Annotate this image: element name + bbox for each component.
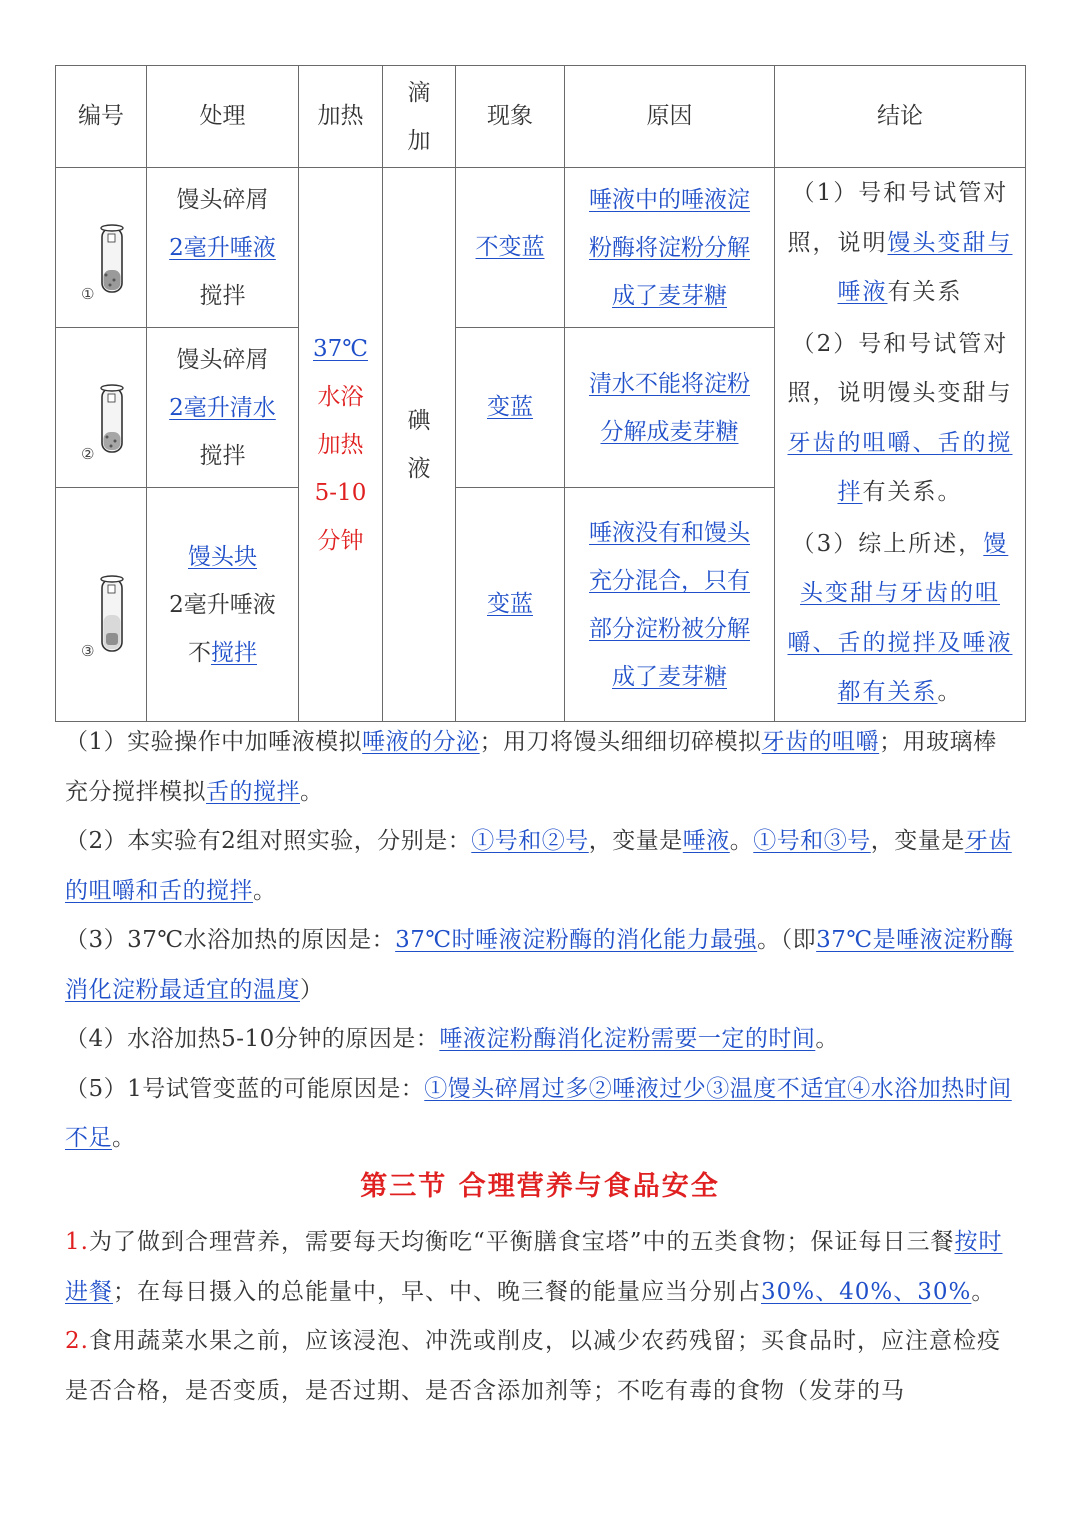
treatment-line: 馒头碎屑 (176, 346, 269, 373)
treatment-line: 搅拌 (199, 282, 246, 309)
note-highlight: ①号和③号 (753, 828, 871, 854)
note-text: （3）37℃水浴加热的原因是： (65, 927, 396, 953)
note-text: ） (300, 976, 324, 1003)
treatment-cell-3 (147, 488, 299, 722)
conclusion-text: （3）综上所述， (791, 530, 984, 557)
heating-line: 水浴 (317, 383, 364, 410)
test-tube-icon (62, 348, 152, 468)
point-text: 食用蔬菜水果之前，应该浸泡、冲洗或削皮，以减少农药残留；买食品时，应注意检疫是否合格，是否变质，是否过期、是否含添加剂等；不吃有毒的食物（发芽的马 (65, 1328, 1001, 1404)
reason-line: 部分淀粉被分解 (589, 615, 750, 642)
note-4 (65, 1015, 1015, 1065)
note-1 (65, 718, 1015, 817)
conclusion-text: （2）号和号试管对照，说明馒头变甜与 (787, 330, 1013, 407)
point-text: 。 (971, 1278, 996, 1305)
phenomenon-text: 不变蓝 (475, 234, 545, 260)
reason-cell-1 (565, 168, 775, 328)
note-text: 。 (729, 828, 754, 854)
note-text: （1）实验操作中加唾液模拟 (65, 729, 363, 755)
note-highlight: 牙齿的咀嚼 (761, 729, 880, 755)
header-conclusion: 结论 (775, 66, 1026, 168)
table-row (56, 168, 1026, 328)
conclusion-text: 有关系 (887, 279, 963, 306)
conclusion-3 (781, 520, 1019, 718)
header-drop-1: 滴 (407, 79, 431, 106)
note-highlight: 37℃是唾液淀粉酶消化淀粉最适宜的温度 (65, 927, 1014, 1003)
header-drop-2: 加 (407, 127, 431, 154)
phenomenon-cell-3 (456, 488, 565, 722)
header-treatment: 处理 (147, 66, 299, 168)
phenomenon-text: 变蓝 (487, 591, 533, 617)
note-text: （2）本实验有2组对照实验，分别是： (65, 828, 472, 854)
test-tube-1 (62, 188, 152, 308)
conclusion-text: 有关系。 (862, 479, 963, 506)
header-id: 编号 (56, 66, 147, 168)
note-highlight: 37℃时唾液淀粉酶的消化能力最强 (395, 927, 758, 953)
conclusion-text: （1）号和号试管对照，说明 (787, 180, 1009, 256)
note-text: （5）1号试管变蓝的可能原因是： (65, 1075, 425, 1102)
test-tube-icon (62, 188, 152, 308)
header-drop (383, 66, 456, 168)
tube-cell-3 (56, 488, 147, 722)
conclusion-1 (781, 169, 1019, 318)
treatment-cell-2 (147, 328, 299, 488)
phenomenon-text: 变蓝 (487, 394, 533, 420)
point-text: ；在每日摄入的总能量中，早、中、晚三餐的能量应当分别占 (113, 1278, 761, 1305)
note-highlight: 唾液的分泌 (362, 729, 480, 755)
section-title: 第三节 合理营养与食品安全 (360, 1171, 720, 1202)
note-5 (65, 1065, 1015, 1164)
point-number: 2. (65, 1328, 89, 1354)
table-header-row (56, 66, 1026, 168)
note-text: 。 (253, 877, 277, 904)
note-text: 。 (112, 1125, 136, 1151)
reason-line: 唾液中的唾液淀 (589, 186, 750, 213)
note-2 (65, 817, 1015, 916)
note-highlight: ①馒头碎屑过多②唾液过少③温度不适宜④水浴加热时间不足 (65, 1075, 1012, 1151)
reason-line: 成了麦芽糖 (612, 663, 727, 690)
experiment-table (55, 65, 1026, 722)
phenomenon-cell-2 (456, 328, 565, 488)
reason-line: 清水不能将淀粉 (589, 370, 750, 397)
test-tube-3 (62, 545, 152, 665)
heating-line: 加热 (317, 431, 364, 458)
phenomenon-cell-1 (456, 168, 565, 328)
tube-cell-1 (56, 168, 147, 328)
treatment-highlight: 搅拌 (211, 639, 257, 666)
treatment-line: 2毫升清水 (169, 394, 276, 421)
point-text: 为了做到合理营养，需要每天均衡吃“平衡膳食宝塔”中的五类食物；保证每日三餐 (88, 1229, 955, 1255)
note-text: ，变量是 (588, 828, 683, 854)
note-text: 。 (815, 1026, 839, 1052)
note-highlight: 唾液淀粉酶消化淀粉需要一定的时间 (439, 1026, 816, 1052)
treatment-line: 2毫升唾液 (169, 234, 276, 261)
knowledge-2 (65, 1317, 1015, 1416)
note-highlight: 唾液 (682, 828, 730, 854)
conclusion-highlight: 牙齿的咀嚼、舌的搅拌 (787, 429, 1013, 506)
tube-cell-2 (56, 328, 147, 488)
note-text: ，变量是 (870, 828, 965, 854)
tube-label: ① (81, 284, 95, 303)
conclusion-cell (775, 168, 1026, 722)
reagent-line: 碘 (407, 407, 431, 434)
reason-line: 唾液没有和馒头 (589, 519, 750, 546)
heating-line: 分钟 (317, 527, 364, 554)
header-reason: 原因 (565, 66, 775, 168)
test-tube-icon (62, 545, 152, 665)
treatment-line: 馒头块 (188, 543, 257, 570)
header-phenomenon: 现象 (456, 66, 565, 168)
knowledge-points (65, 1218, 1015, 1416)
treatment-line: 搅拌 (199, 442, 246, 469)
treatment-line: 馒头碎屑 (176, 186, 269, 213)
knowledge-1 (65, 1218, 1015, 1317)
reason-line: 分解成麦芽糖 (600, 418, 739, 445)
point-number: 1. (65, 1229, 89, 1255)
treatment-line: 2毫升唾液 (169, 591, 276, 618)
note-text: ；用刀将馒头细细切碎模拟 (479, 729, 762, 755)
point-highlight: 按时进餐 (65, 1229, 1003, 1305)
conclusion-highlight: 馒头变甜与唾液 (837, 229, 1013, 306)
heating-cell (299, 168, 383, 722)
note-highlight: ①号和②号 (471, 828, 589, 854)
note-text: ；用玻璃棒充分搅拌模拟 (65, 729, 997, 805)
conclusion-text: 。 (937, 679, 963, 706)
reason-cell-3 (565, 488, 775, 722)
reagent-line: 液 (407, 455, 431, 482)
reason-line: 成了麦芽糖 (612, 282, 727, 309)
conclusion-2 (781, 320, 1019, 518)
heating-line: 37℃ (313, 335, 368, 362)
tube-label: ③ (81, 641, 95, 660)
header-heating: 加热 (299, 66, 383, 168)
note-text: 。（即 (757, 927, 817, 953)
note-3 (65, 916, 1015, 1015)
test-tube-2 (62, 348, 152, 468)
heating-line: 5-10 (314, 479, 367, 506)
note-text: （4）水浴加热5-10分钟的原因是： (65, 1026, 440, 1052)
conclusion-highlight: 馒头变甜与牙齿的咀嚼、舌的搅拌及唾液都有关系 (787, 530, 1013, 706)
reason-cell-2 (565, 328, 775, 488)
point-highlight: 30%、40%、30% (761, 1278, 972, 1305)
reason-line: 粉酶将淀粉分解 (589, 234, 750, 261)
tube-label: ② (81, 444, 95, 463)
note-text: 。 (300, 778, 324, 805)
reason-line: 充分混合，只有 (589, 567, 750, 594)
treatment-prefix: 不 (188, 639, 211, 666)
note-highlight: 舌的搅拌 (206, 778, 300, 805)
treatment-line (153, 629, 292, 677)
treatment-cell-1 (147, 168, 299, 328)
note-highlight: 牙齿的咀嚼和舌的搅拌 (65, 828, 1012, 904)
reagent-cell (383, 168, 456, 722)
experiment-notes (65, 718, 1015, 1164)
